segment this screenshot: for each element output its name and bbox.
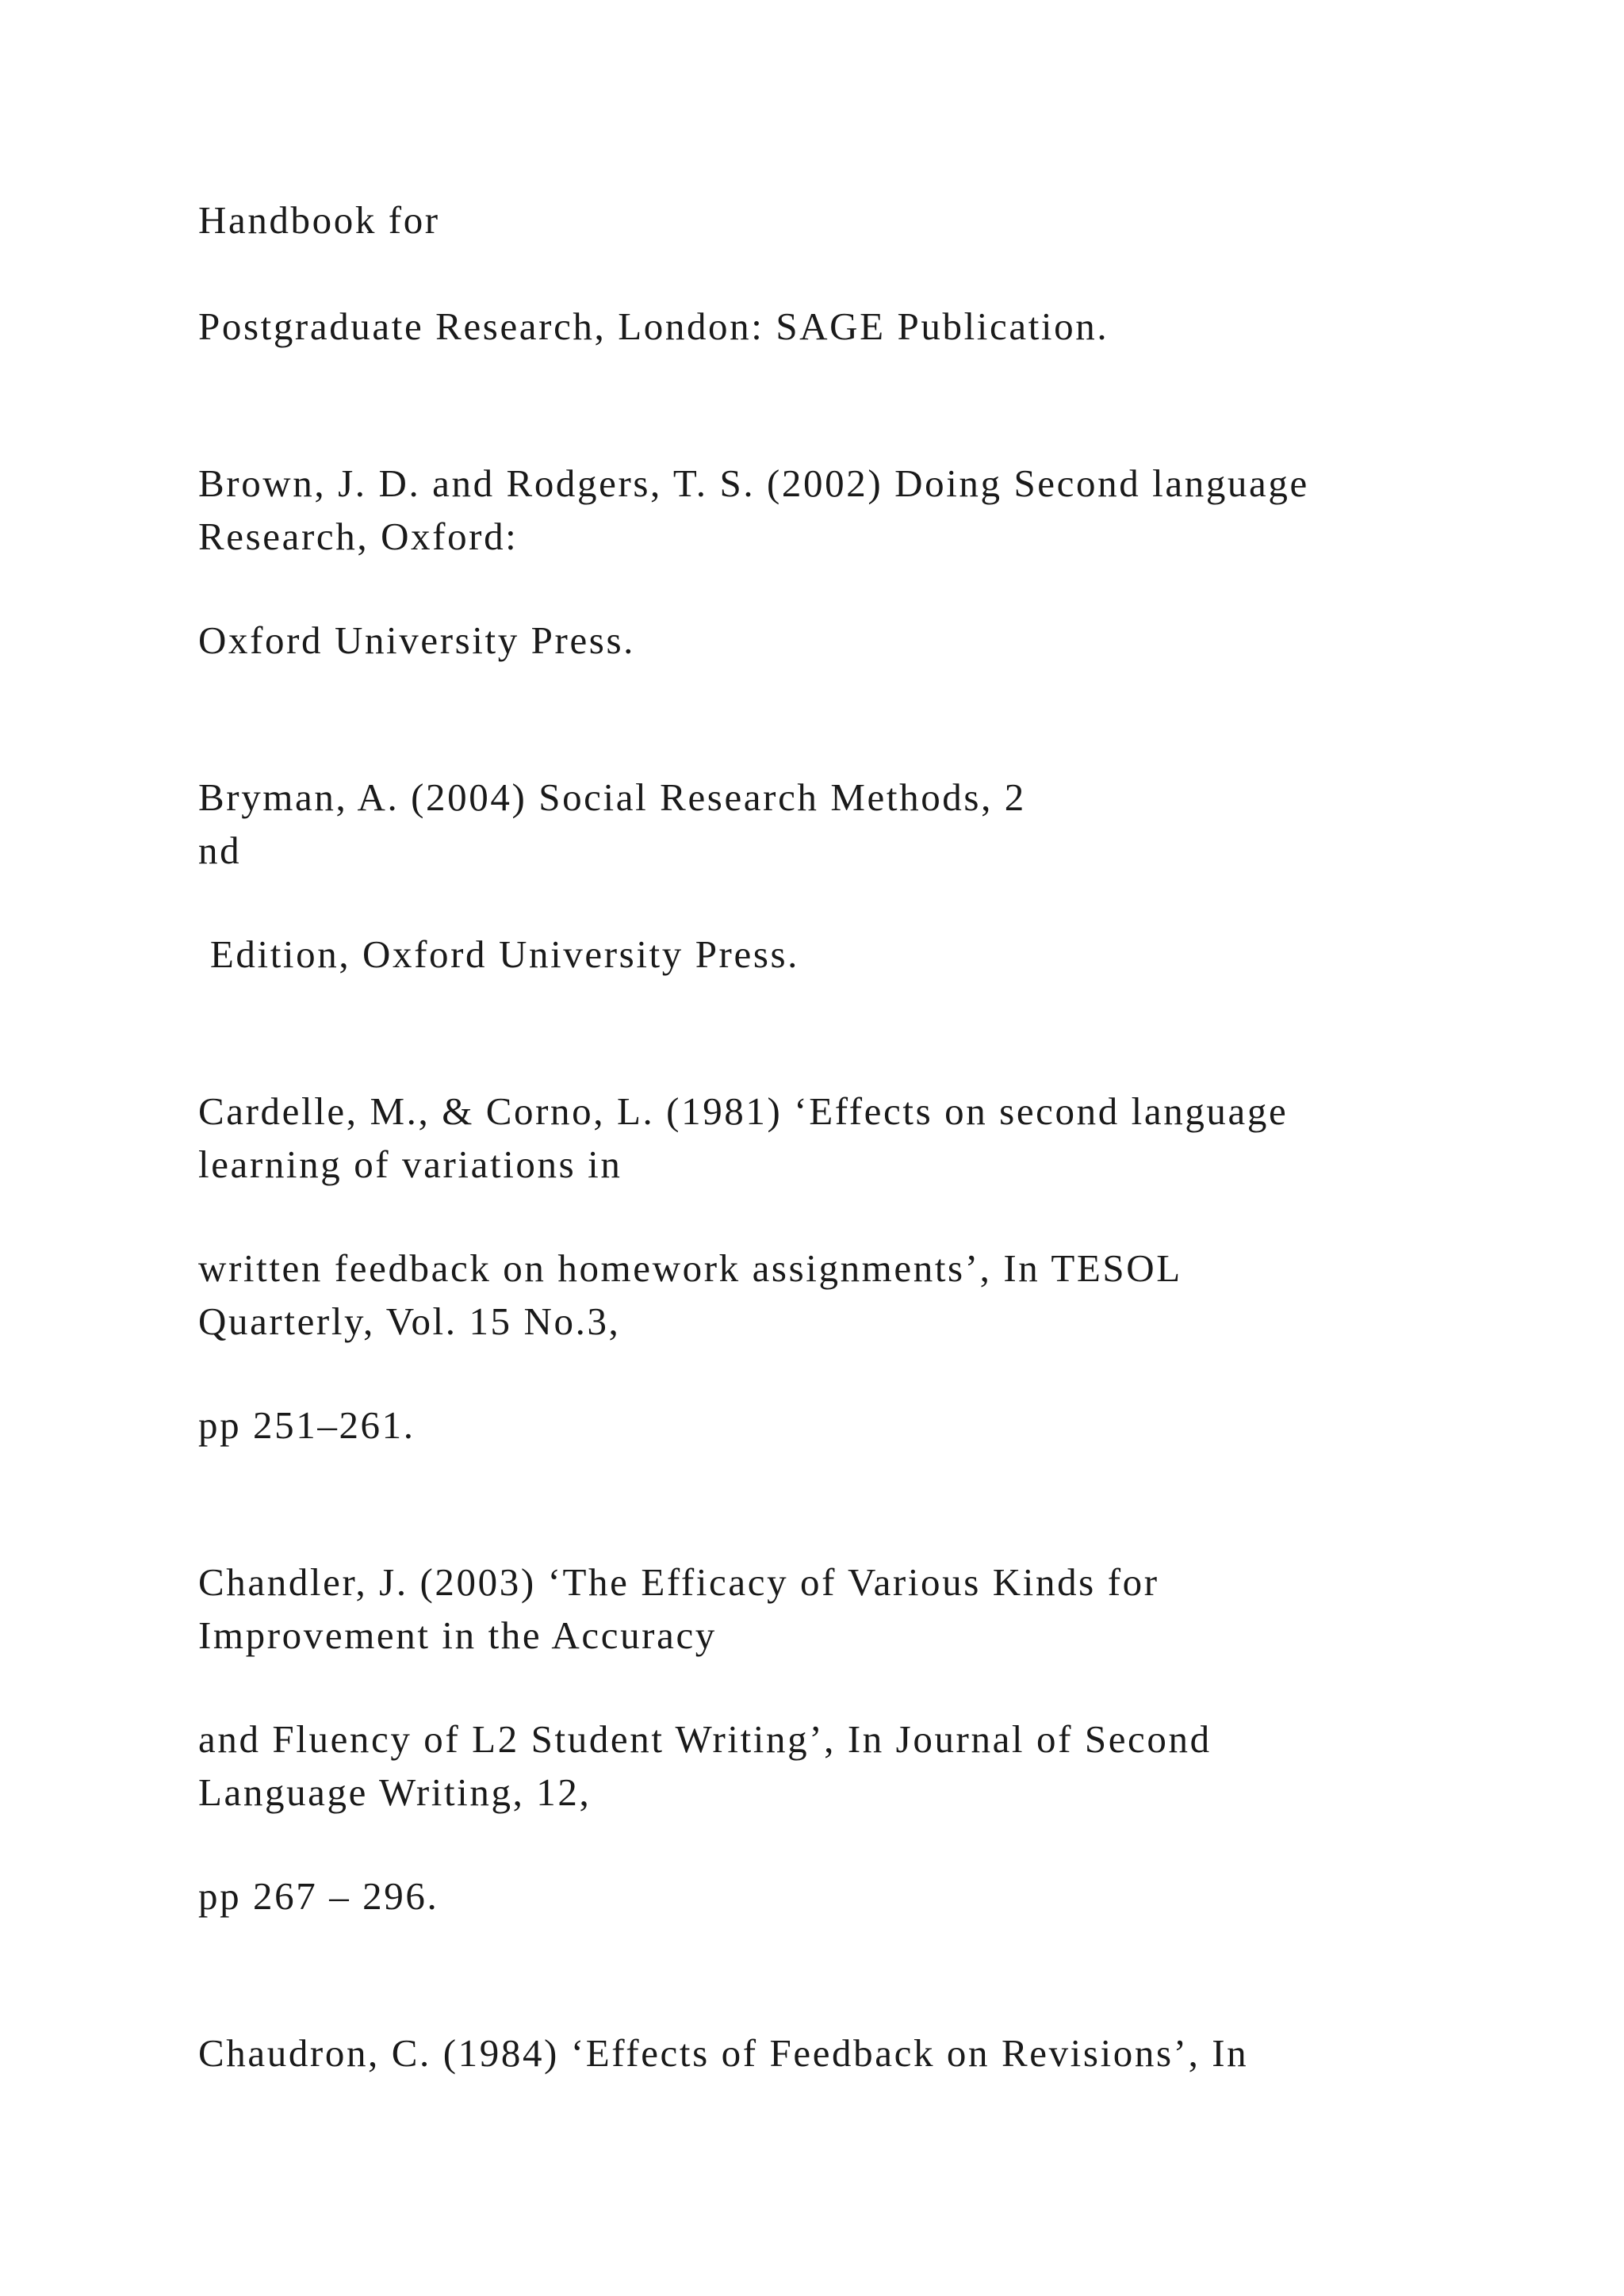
- reference-text-line: Chaudron, C. (1984) ‘Effects of Feedback on Revisions’, In: [198, 2031, 1249, 2075]
- reference-text-line: Chandler, J. (2003) ‘The Efficacy of Various Kinds for: [198, 1560, 1159, 1604]
- reference-text-line: Postgraduate Research, London: SAGE Publication.: [198, 304, 1109, 348]
- reference-text-line: learning of variations in: [198, 1142, 622, 1186]
- reference-text-line: nd: [198, 828, 242, 872]
- reference-text-line: Quarterly, Vol. 15 No.3,: [198, 1299, 621, 1343]
- reference-text-line: Research, Oxford:: [198, 515, 519, 558]
- reference-text-line: Improvement in the Accuracy: [198, 1613, 717, 1657]
- reference-text-line: Brown, J. D. and Rodgers, T. S. (2002) Doing Second language: [198, 461, 1309, 505]
- reference-text-line: pp 267 – 296.: [198, 1874, 439, 1918]
- reference-text-line: Edition, Oxford University Press.: [198, 932, 800, 976]
- reference-text-line: Oxford University Press.: [198, 618, 635, 662]
- reference-text-line: Cardelle, M., & Corno, L. (1981) ‘Effects on second language: [198, 1089, 1289, 1133]
- reference-text-line: and Fluency of L2 Student Writing’, In Journal of Second: [198, 1717, 1212, 1761]
- reference-text-line: written feedback on homework assignments’, In TESOL: [198, 1246, 1182, 1290]
- reference-text-line: Bryman, A. (2004) Social Research Methods, 2: [198, 775, 1026, 819]
- reference-text-line: Language Writing, 12,: [198, 1770, 592, 1814]
- reference-text-line: Handbook for: [198, 198, 440, 242]
- reference-text-line: pp 251–261.: [198, 1403, 416, 1447]
